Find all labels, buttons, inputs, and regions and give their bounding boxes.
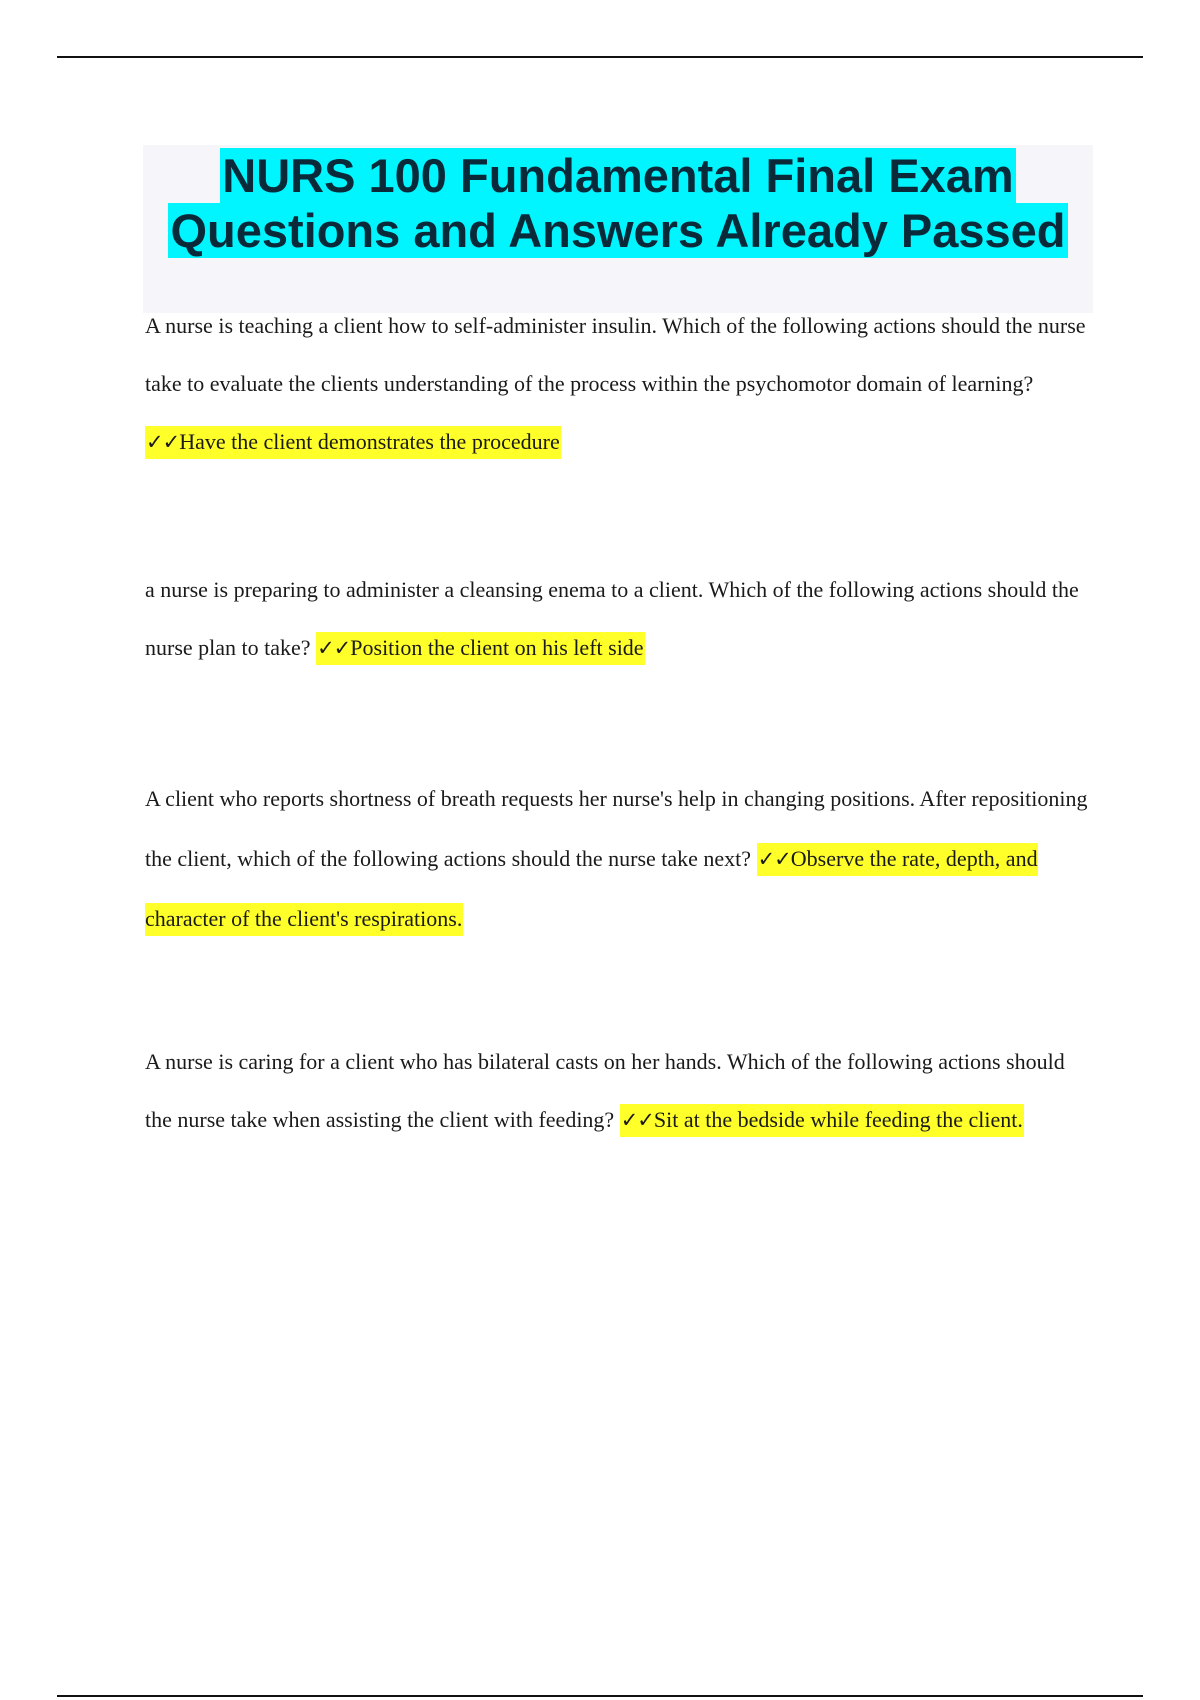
qa-item-4 <box>145 1033 1095 1149</box>
qa-item-3 <box>145 769 1095 949</box>
qa-item-2 <box>145 561 1095 677</box>
question-text: A client who reports shortness of breath requests her nurse's help in changing positions. After repositioning the client, which of the following actions should the nurse take next? <box>145 786 1088 871</box>
page-title-line-2: Questions and Answers Already Passed <box>170 204 1066 257</box>
answer-text: Position the client on his left side <box>350 635 644 660</box>
answer-highlight <box>145 426 561 459</box>
footer-rule <box>57 1695 1143 1697</box>
qa-item-1 <box>145 297 1095 471</box>
question-text: A nurse is caring for a client who has bilateral casts on her hands. Which of the following actions should the nurse take when assisting the client with feeding? <box>145 1049 1065 1132</box>
page-title-line-1: NURS 100 Fundamental Final Exam <box>222 149 1014 202</box>
double-check-icon: ✓✓ <box>146 430 180 454</box>
double-check-icon: ✓✓ <box>317 636 351 660</box>
answer-text: Sit at the bedside while feeding the client. <box>653 1107 1023 1132</box>
title-block <box>143 145 1093 313</box>
answer-highlight <box>620 1104 1024 1137</box>
header-rule <box>57 56 1143 58</box>
double-check-icon: ✓✓ <box>620 1108 654 1132</box>
question-text: A nurse is teaching a client how to self-administer insulin. Which of the following actions should the nurse take to evaluate the clients understanding of the process within the psychomotor domain of learning? <box>145 313 1086 396</box>
question-text: a nurse is preparing to administer a cleansing enema to a client. Which of the following actions should the nurse plan to take? <box>145 577 1079 660</box>
answer-text: Observe the rate, depth, and character of the client's respirations. <box>145 846 1038 931</box>
answer-highlight <box>316 632 645 665</box>
double-check-icon: ✓✓ <box>757 847 791 871</box>
answer-text: Have the client demonstrates the procedure <box>179 429 560 454</box>
